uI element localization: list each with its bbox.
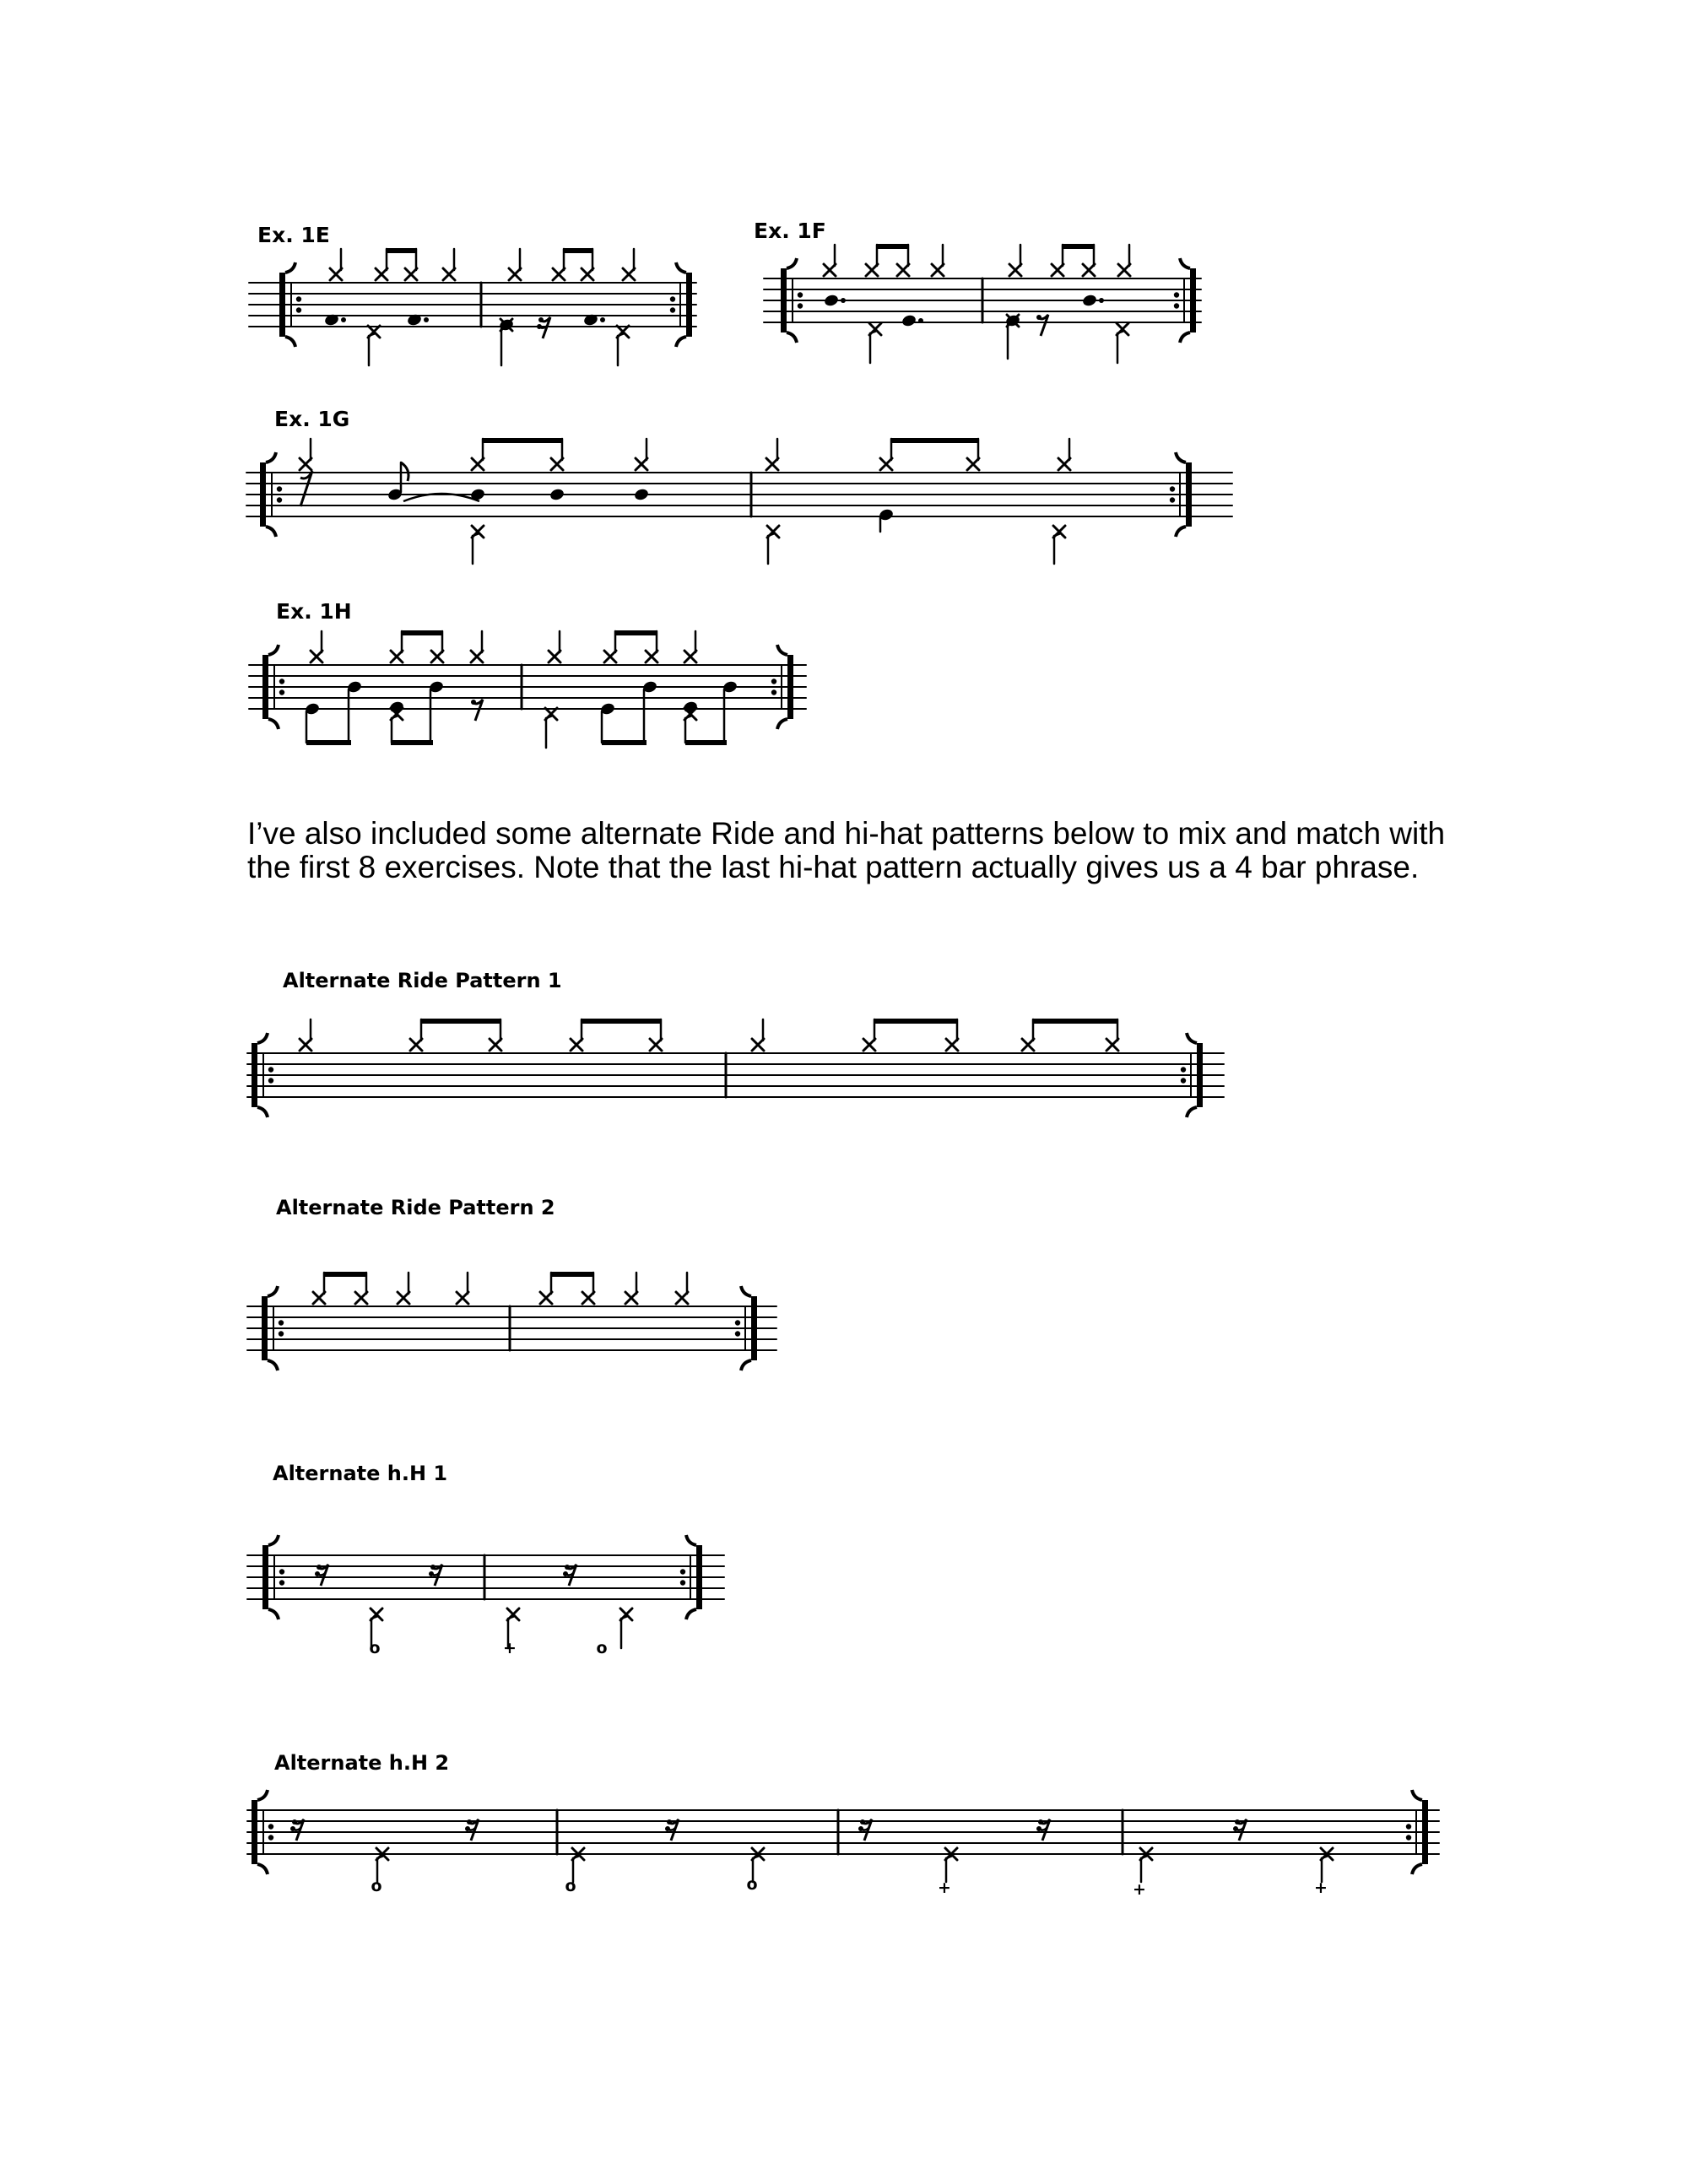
repeat-start-thick-bar [262,1545,268,1609]
eighth-rest [471,700,476,705]
note-stem [546,716,553,718]
repeat-bracket [1187,1033,1197,1043]
repeat-dot [1181,1067,1186,1072]
repeat-dot [798,292,803,297]
repeat-bracket [1176,452,1186,462]
repeat-bracket [285,262,295,273]
repeat-dot [279,689,284,695]
eighth-rest [467,1819,472,1825]
repeat-dot [279,1580,284,1585]
note-stem [946,1856,953,1858]
note-stem [371,1616,378,1619]
repeat-bracket [787,332,797,343]
repeat-start-thick-bar [262,1296,268,1360]
repeat-dot [1170,497,1175,502]
note-stem [768,533,775,536]
note-stem [870,331,877,333]
repeat-dot [1174,292,1179,297]
beam [483,438,563,443]
hh2-count: o [746,1875,758,1894]
note-stem [473,533,479,536]
repeat-dot [1181,1078,1186,1083]
ex-1e-label: Ex. 1E [257,223,330,247]
ride-pattern-2-label: Alternate Ride Pattern 2 [276,1196,555,1219]
repeat-dot [279,1320,284,1325]
note-stem [1117,331,1124,333]
beam [877,244,909,249]
repeat-bracket [266,527,276,537]
note-stem [1054,533,1061,536]
repeat-end-thick-bar [1197,1043,1203,1107]
eighth-rest [292,1819,297,1825]
hh1-count: + [503,1639,517,1657]
repeat-start-thick-bar [252,1043,257,1107]
eighth-rest [538,317,544,322]
repeat-dot [1170,486,1175,491]
note-stem [392,716,398,718]
repeat-bracket [268,719,279,729]
note-stem [508,1616,515,1619]
rhythm-dot [1099,298,1104,303]
repeat-dot [268,1078,273,1083]
eighth-rest [1036,315,1041,320]
repeat-dot [771,678,776,684]
repeat-bracket [1412,1864,1422,1874]
beam [602,740,647,745]
repeat-dot [735,1331,740,1336]
repeat-bracket [686,1535,696,1545]
repeat-dot [277,497,282,502]
repeat-dot [268,1824,273,1829]
repeat-bracket [787,258,797,268]
hh1-count: o [369,1639,381,1657]
beam [402,630,443,635]
note-stem [573,1856,580,1858]
repeat-bracket [266,452,276,462]
repeat-bracket [686,1609,696,1619]
eighth-rest [565,1565,570,1570]
repeat-bracket [285,337,295,347]
note-stem [1141,1856,1148,1858]
repeat-bracket [268,1360,278,1370]
beam [615,630,657,635]
repeat-bracket [268,1609,279,1619]
rhythm-dot [341,317,346,322]
intro-paragraph: I’ve also included some alternate Ride and hi-hat patterns below to mix and match with the first 8 exercises. Note that the last hi-hat pattern actually gives us a 4 bar phrase. [247,816,1446,884]
repeat-start-thick-bar [279,273,285,337]
rhythm-dot [424,317,429,322]
ex-1g-label: Ex. 1G [274,407,350,431]
repeat-bracket [676,337,686,347]
repeat-bracket [257,1107,268,1117]
staves-layer [246,244,1439,1882]
repeat-bracket [777,645,787,655]
repeat-dot [268,1835,273,1840]
beam [306,740,351,745]
repeat-end-thick-bar [686,273,692,337]
beam [421,1019,500,1024]
beam [564,248,593,253]
rhythm-dot [600,317,605,322]
note-stem [377,1856,384,1858]
repeat-bracket [1180,258,1190,268]
notehead [1081,294,1097,308]
notehead [901,314,917,328]
repeat-dot [279,678,284,684]
eighth-rest [316,1565,322,1570]
note-stem [685,716,692,718]
repeat-dot [1406,1824,1411,1829]
beam [391,740,433,745]
repeat-end-thick-bar [1186,462,1192,527]
repeat-bracket [1176,527,1186,537]
repeat-bracket [257,1864,268,1874]
repeat-bracket [1412,1790,1422,1800]
repeat-bracket [676,262,686,273]
hh2-count: o [565,1877,576,1895]
beam [1033,1019,1117,1024]
repeat-bracket [268,1535,279,1545]
note-stem [753,1856,760,1858]
hh2-count: + [1133,1880,1146,1899]
note-stem [369,333,376,336]
repeat-bracket [777,719,787,729]
repeat-bracket [1187,1107,1197,1117]
beam [324,1272,366,1277]
repeat-bracket [268,645,279,655]
repeat-dot [670,296,675,301]
hh2-count: o [371,1877,382,1895]
repeat-bracket [741,1360,751,1370]
repeat-end-thick-bar [1422,1800,1428,1864]
ex-1f-label: Ex. 1F [754,219,826,243]
notehead [633,488,649,502]
repeat-dot [277,486,282,491]
repeat-dot [268,1067,273,1072]
repeat-start-thick-bar [262,655,268,719]
rhythm-dot [841,298,846,303]
repeat-dot [1406,1835,1411,1840]
beam [582,1019,661,1024]
hh-pattern-2-label: Alternate h.H 2 [274,1751,450,1775]
repeat-dot [680,1569,685,1574]
repeat-dot [771,689,776,695]
ride-pattern-1-label: Alternate Ride Pattern 1 [283,969,562,992]
eighth-rest [1038,1819,1043,1825]
repeat-end-thick-bar [751,1296,757,1360]
repeat-dot [1174,303,1179,308]
rhythm-dot [918,318,923,323]
beam [685,740,727,745]
beam [387,248,417,253]
beam [874,1019,957,1024]
hh2-count: + [1314,1879,1328,1897]
repeat-bracket [268,1286,278,1296]
note-stem [621,1616,628,1619]
repeat-dot [798,303,803,308]
repeat-end-thick-bar [1190,268,1196,332]
notehead [823,294,839,308]
repeat-start-thick-bar [781,268,787,332]
repeat-dot [735,1320,740,1325]
repeat-dot [279,1331,284,1336]
repeat-bracket [257,1033,268,1043]
repeat-bracket [741,1286,751,1296]
note-stem [618,333,625,336]
eighth-rest [430,1565,436,1570]
repeat-end-thick-bar [696,1545,702,1609]
repeat-dot [670,307,675,312]
hh1-count: o [596,1639,608,1657]
repeat-end-thick-bar [787,655,793,719]
ex-1h-label: Ex. 1H [276,599,352,624]
eighth-rest [667,1819,672,1825]
beam [551,1272,593,1277]
notehead [549,488,565,502]
repeat-dot [296,296,301,301]
repeat-bracket [1180,332,1190,343]
eighth-rest [860,1819,865,1825]
beam [1063,244,1095,249]
hh2-count: + [938,1879,951,1897]
repeat-dot [296,307,301,312]
eighth-rest [1235,1819,1240,1825]
repeat-start-thick-bar [252,1800,257,1864]
repeat-dot [680,1580,685,1585]
repeat-bracket [257,1790,268,1800]
note-stem [1322,1856,1328,1858]
repeat-start-thick-bar [260,462,266,527]
eighth-rest [300,471,312,506]
repeat-dot [279,1569,284,1574]
beam [891,438,979,443]
hh-pattern-1-label: Alternate h.H 1 [273,1462,448,1485]
